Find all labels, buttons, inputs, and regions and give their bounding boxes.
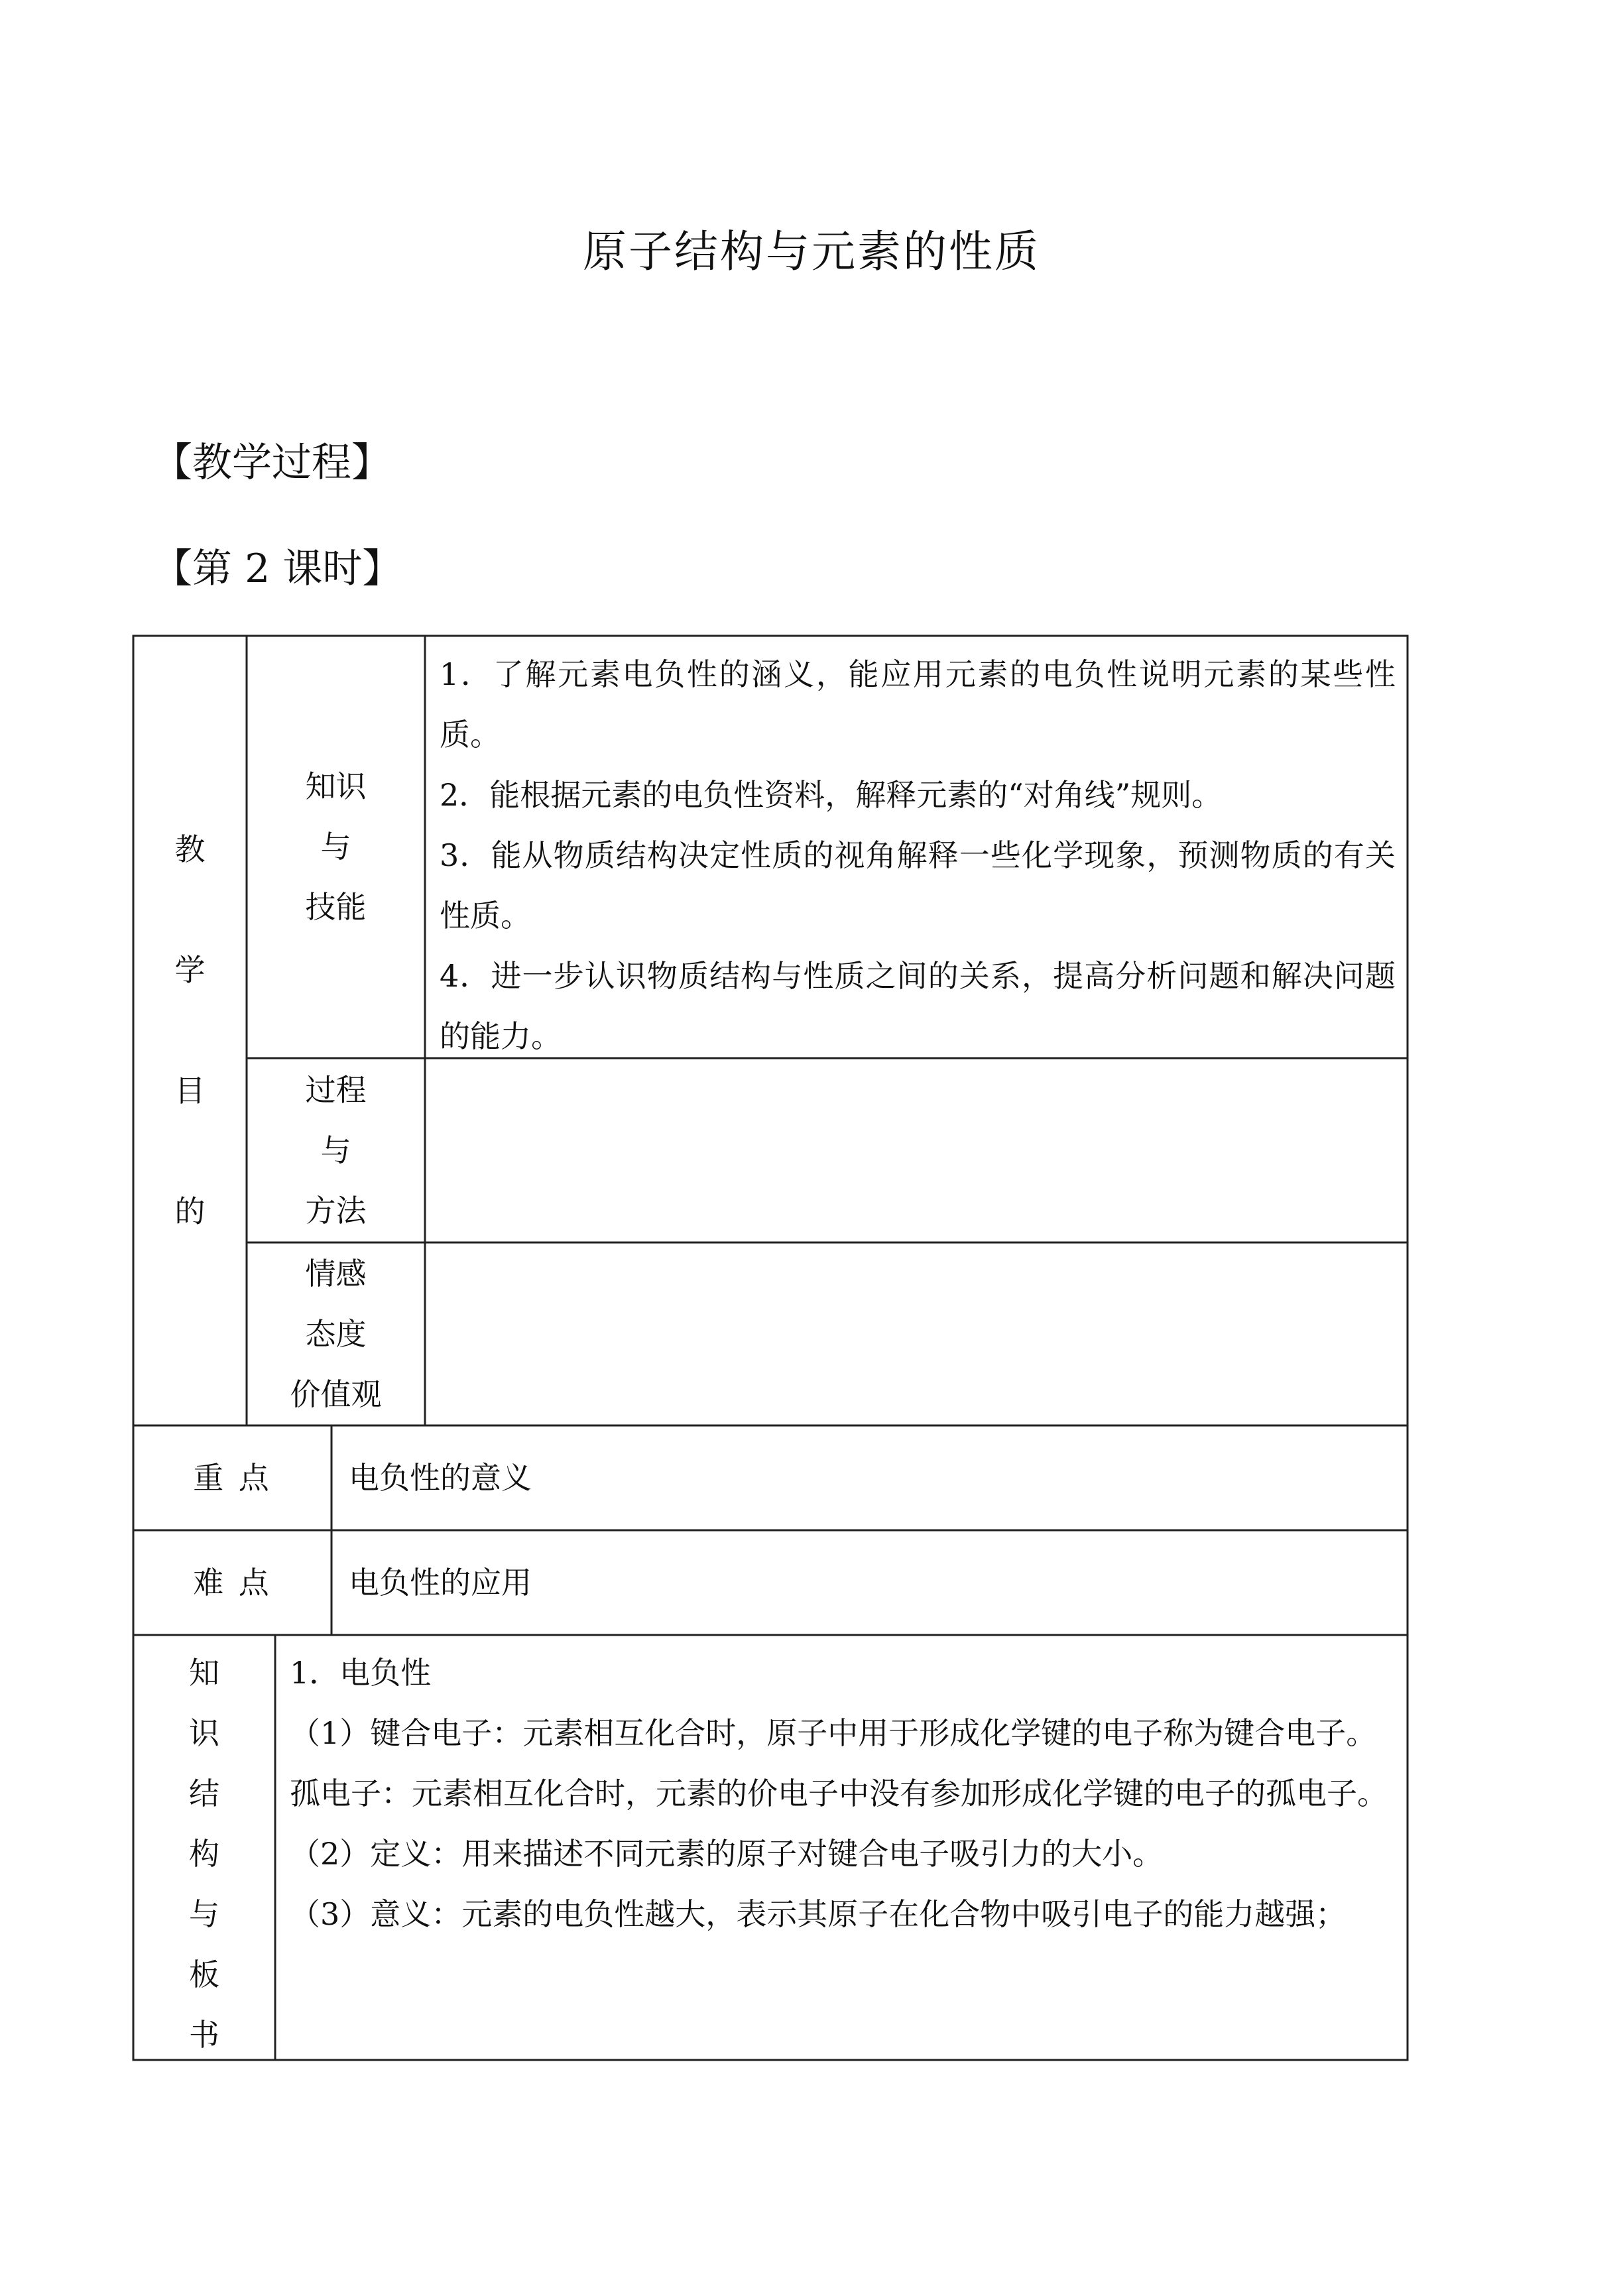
knowledge-category-line: 知识 [305,768,367,804]
emotion-category-line: 情感 [305,1255,367,1292]
section-teaching-process: 【教学过程】 [152,440,391,486]
emotion-category [247,1242,425,1425]
structure-line: （2）定义：用来描述不同元素的原子对键合电子吸引力的大小。 [290,1836,1164,1872]
structure-line: （3）意义：元素的电负性越大，表示其原子在化合物中吸引电子的能力越强； [290,1896,1347,1932]
knowledge-items [425,644,1408,1067]
structure-heading-char: 板 [189,1957,219,1992]
structure-heading-char: 书 [189,2017,219,2053]
objectives-heading-char: 的 [174,1193,206,1229]
emotion-category-line: 态度 [305,1315,367,1352]
process-category-line: 过程 [305,1071,367,1108]
knowledge-item: 2．能根据元素的电负性资料，解释元素的“对角线”规则。 [440,777,1223,813]
structure-line: 孤电子：元素相互化合时，元素的价电子中没有参加形成化学键的电子的孤电子。 [290,1776,1388,1811]
structure-heading-char: 知 [189,1655,219,1691]
knowledge-item: 1．了解元素电负性的涵义，能应用元素的电负性说明元素的某些性质。 [440,656,1396,753]
structure-line: （1）键合电子：元素相互化合时，原子中用于形成化学键的电子称为键合电子。 [290,1715,1377,1751]
emotion-category-line: 价值观 [290,1376,382,1412]
key-point-value-cell [331,1425,1408,1530]
difficult-point-label-cell [133,1530,331,1635]
objectives-heading [133,636,247,1425]
difficult-point-value-cell [331,1530,1408,1635]
knowledge-category [247,636,425,1058]
process-category-line: 与 [320,1132,351,1168]
objectives-heading-char: 学 [174,952,206,988]
knowledge-item: 4．进一步认识物质结构与性质之间的关系，提高分析问题和解决问题的能力。 [440,958,1396,1054]
knowledge-category-line: 技能 [305,889,367,925]
objectives-heading-char: 目 [174,1073,206,1109]
section-lesson-2: 【第 2 课时】 [152,546,402,592]
knowledge-structure-heading [133,1643,275,2065]
objectives-heading-char: 教 [174,831,206,867]
key-point-value: 电负性的意义 [349,1459,532,1496]
process-category-line: 方法 [305,1192,367,1229]
difficult-point-value: 电负性的应用 [349,1564,532,1601]
knowledge-item: 3．能从物质结构决定性质的视角解释一些化学现象，预测物质的有关性质。 [440,837,1396,934]
difficult-point-label: 难 点 [193,1564,272,1601]
document-title: 原子结构与元素的性质 [583,226,1040,277]
structure-line: 1．电负性 [290,1655,432,1691]
key-point-label-cell [133,1425,331,1530]
knowledge-structure-content [275,1643,1408,1945]
knowledge-category-line: 与 [320,829,351,865]
process-category [247,1058,425,1242]
structure-heading-char: 识 [189,1715,219,1751]
key-point-label: 重 点 [193,1459,272,1496]
structure-heading-char: 结 [189,1776,219,1811]
structure-heading-char: 构 [189,1836,219,1872]
structure-heading-char: 与 [189,1896,219,1932]
